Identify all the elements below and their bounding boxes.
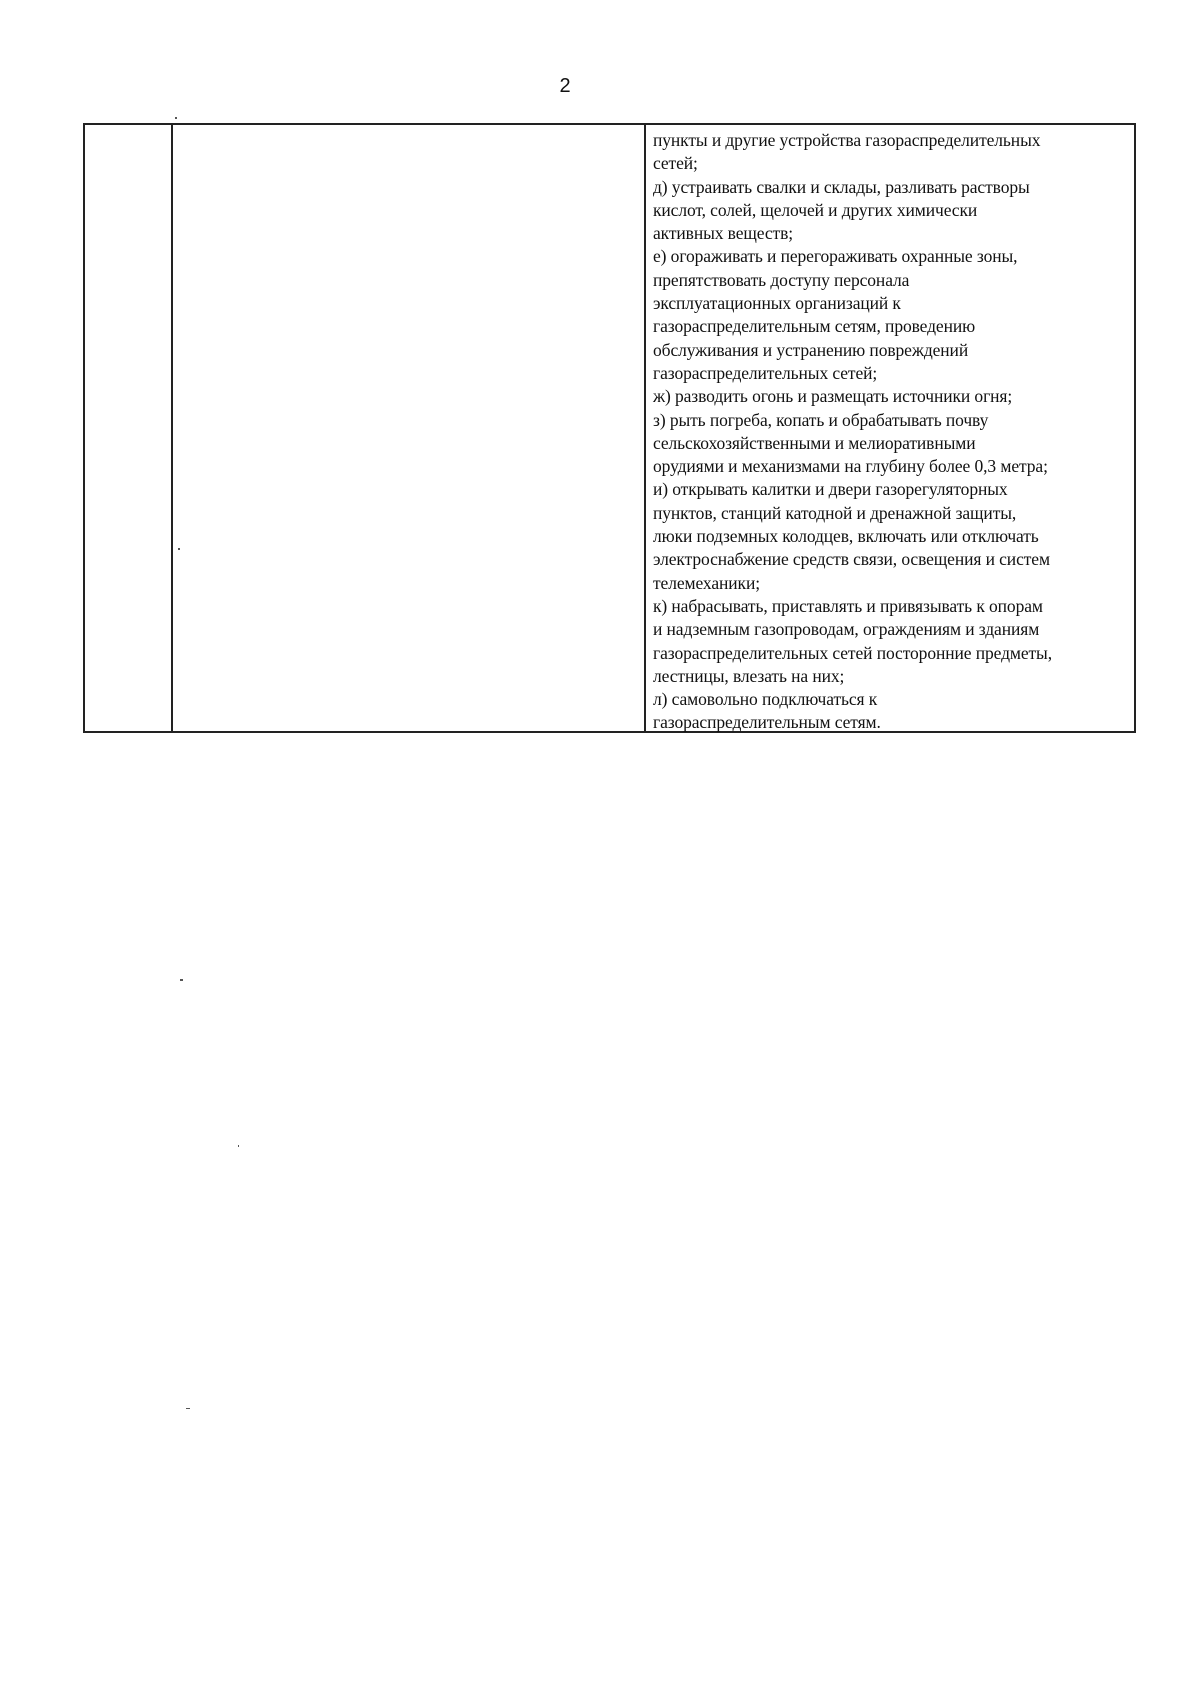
text-line: лестницы, влезать на них; <box>653 665 845 686</box>
table-column-divider <box>644 125 646 731</box>
scan-speck <box>238 1145 239 1147</box>
text-line: люки подземных колодцев, включать или отключать <box>653 526 1039 547</box>
text-line: обслуживания и устранению повреждений <box>653 339 969 360</box>
page-number: 2 <box>559 75 571 97</box>
text-line: сельскохозяйственными и мелиоративными <box>653 432 976 453</box>
scan-speck <box>186 1408 190 1409</box>
table-column-divider <box>171 125 173 731</box>
text-line: л) самовольно подключаться к <box>653 689 878 710</box>
text-line: электроснабжение средств связи, освещения и систем <box>653 549 1050 570</box>
text-line: пункты и другие устройства газораспределительных <box>653 130 1041 150</box>
text-line: и надземным газопроводам, ограждениям и зданиям <box>653 619 1040 640</box>
scan-speck <box>178 548 180 550</box>
document-table <box>83 123 1136 733</box>
text-line: орудиями и механизмами на глубину более 0,3 метра; <box>653 456 1048 477</box>
text-line: кислот, солей, щелочей и других химически <box>653 199 978 220</box>
text-line: сетей; <box>653 153 698 174</box>
scan-speck <box>180 979 183 981</box>
text-line: эксплуатационных организаций к <box>653 293 901 314</box>
text-line: газораспределительных сетей; <box>653 362 878 383</box>
text-line: д) устраивать свалки и склады, разливать растворы <box>653 176 1030 197</box>
table-cell-restrictions <box>653 129 1133 735</box>
text-line: з) рыть погреба, копать и обрабатывать почву <box>653 409 989 430</box>
text-line: телемеханики; <box>653 572 760 593</box>
scan-speck <box>175 117 177 119</box>
text-line: газораспределительным сетям. <box>653 712 881 733</box>
text-line: е) огораживать и перегораживать охранные зоны, <box>653 246 1018 267</box>
text-line: активных веществ; <box>653 223 794 244</box>
text-line: пунктов, станций катодной и дренажной защиты, <box>653 502 1017 523</box>
text-line: газораспределительных сетей посторонние предметы, <box>653 642 1052 663</box>
text-line: и) открывать калитки и двери газорегуляторных <box>653 479 1008 500</box>
text-line: ж) разводить огонь и размещать источники огня; <box>653 386 1013 407</box>
text-line: препятствовать доступу персонала <box>653 269 910 290</box>
text-line: газораспределительным сетям, проведению <box>653 316 976 337</box>
text-line: к) набрасывать, приставлять и привязывать к опорам <box>653 595 1043 616</box>
